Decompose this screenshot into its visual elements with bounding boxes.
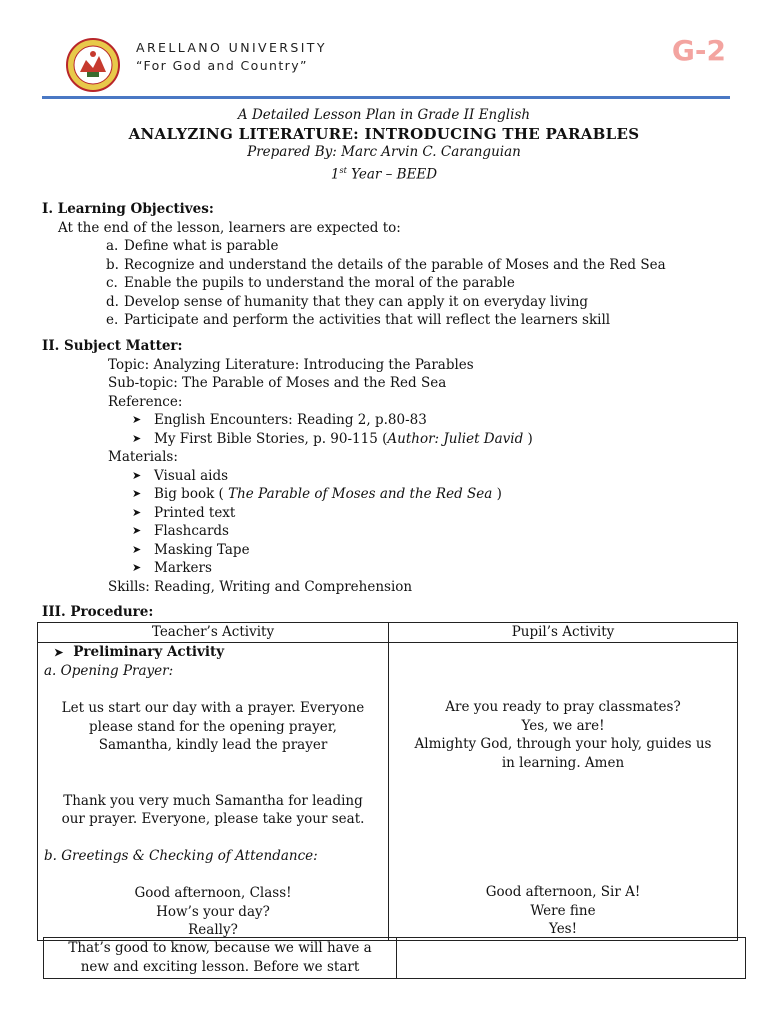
document-header	[0, 0, 768, 100]
pupil-line: in learning. Amen	[501, 754, 625, 771]
university-motto: “For God and Country”	[136, 58, 308, 73]
pupil-line: Good afternoon, Sir A!	[485, 884, 641, 900]
arrow-bullet-icon: ➤	[132, 542, 142, 556]
opening-prayer-label: a. Opening Prayer:	[44, 663, 174, 679]
learning-objectives	[42, 200, 666, 330]
arrow-bullet-icon: ➤	[132, 431, 142, 445]
preliminary-activity: ➤ Preliminary Activity	[54, 643, 225, 660]
teacher-line: That’s good to know, because we will have a	[68, 940, 372, 956]
teacher-activity-cell	[44, 938, 397, 979]
table-row	[38, 623, 738, 643]
procedure-table-continued	[43, 937, 746, 979]
teacher-column-header: Teacher’s Activity	[38, 623, 389, 643]
list-item: ➤ English Encounters: Reading 2, p.80-83	[132, 412, 427, 428]
arrow-bullet-icon: ➤	[54, 645, 64, 659]
list-item: e. Participate and perform the activities that will reflect the learners skill	[106, 312, 611, 328]
teacher-line: Samantha, kindly lead the prayer	[98, 737, 328, 753]
pupil-line: Yes, we are!	[521, 717, 605, 734]
prepared-by: Prepared By: Marc Arvin C. Caranguian	[247, 144, 521, 160]
subject-matter	[42, 337, 533, 596]
university-seal-icon	[66, 38, 120, 92]
arrow-bullet-icon: ➤	[132, 505, 142, 519]
arrow-bullet-icon: ➤	[132, 561, 142, 574]
teacher-line: Really?	[188, 922, 238, 938]
list-item: a. Define what is parable	[106, 238, 279, 254]
materials-label: Materials:	[108, 449, 178, 465]
list-item: ➤ My First Bible Stories, p. 90-115 (Author: Juliet David )	[132, 430, 533, 447]
pupil-line: Were fine	[530, 902, 596, 919]
teacher-activity-cell	[38, 642, 389, 940]
list-item: ➤ Masking Tape	[132, 541, 250, 558]
pupil-line: Are you ready to pray classmates?	[445, 699, 681, 715]
teacher-line: new and exciting lesson. Before we start	[80, 958, 360, 975]
pupil-line: Yes!	[548, 921, 578, 937]
objectives-list	[42, 237, 666, 330]
teacher-line: Thank you very much Samantha for leading	[63, 792, 363, 809]
pupil-column-header: Pupil’s Activity	[389, 623, 738, 643]
teacher-line: How’s your day?	[156, 903, 270, 920]
greetings-label: b. Greetings & Checking of Attendance:	[44, 848, 318, 864]
arrow-bullet-icon: ➤	[132, 524, 142, 537]
lesson-title: ANALYZING LITERATURE: INTRODUCING THE PARABLES	[128, 124, 640, 143]
subtopic-line: Sub-topic: The Parable of Moses and the Red Sea	[108, 375, 447, 391]
procedure-table	[37, 622, 738, 941]
list-item: b. Recognize and understand the details of the parable of Moses and the Red Sea	[106, 256, 666, 273]
pupil-line: Almighty God, through your holy, guides us	[414, 736, 712, 752]
topic-line: Topic: Analyzing Literature: Introducing the Parables	[108, 356, 474, 373]
university-name: ARELLANO UNIVERSITY	[136, 40, 327, 55]
grade-code: G-2	[671, 34, 726, 67]
procedure-heading: III. Procedure:	[42, 604, 154, 620]
table-row	[44, 938, 746, 979]
reference-label: Reference:	[108, 393, 183, 410]
procedure-heading-block	[42, 603, 153, 622]
list-item: ➤ Markers	[132, 560, 212, 576]
pupil-activity-cell	[397, 938, 746, 979]
skills-line: Skills: Reading, Writing and Comprehension	[108, 578, 413, 595]
list-item: d. Develop sense of humanity that they can apply it on everyday living	[106, 293, 589, 310]
arrow-bullet-icon: ➤	[132, 468, 142, 482]
list-item: c. Enable the pupils to understand the moral of the parable	[106, 275, 515, 291]
subject-heading: II. Subject Matter:	[42, 338, 183, 354]
title-block	[0, 106, 768, 184]
teacher-line: Good afternoon, Class!	[134, 885, 292, 901]
objectives-heading: I. Learning Objectives:	[42, 201, 214, 217]
list-item: ➤ Visual aids	[132, 467, 229, 484]
arrow-bullet-icon: ➤	[132, 413, 142, 426]
teacher-line: our prayer. Everyone, please take your seat.	[61, 811, 365, 827]
year-level: 1st Year – BEED	[330, 165, 438, 182]
header-rule	[42, 96, 730, 99]
teacher-line: please stand for the opening prayer,	[89, 718, 337, 735]
lesson-plan-subtitle: A Detailed Lesson Plan in Grade II English	[237, 107, 531, 123]
arrow-bullet-icon: ➤	[132, 487, 142, 500]
list-item: ➤ Big book ( The Parable of Moses and the Red Sea )	[132, 486, 502, 502]
pupil-activity-cell	[389, 642, 738, 940]
list-item: ➤ Flashcards	[132, 523, 229, 539]
objectives-intro: At the end of the lesson, learners are expected to:	[58, 219, 401, 236]
table-row	[38, 642, 738, 940]
teacher-line: Let us start our day with a prayer. Everyone	[61, 700, 365, 716]
list-item: ➤ Printed text	[132, 504, 236, 521]
